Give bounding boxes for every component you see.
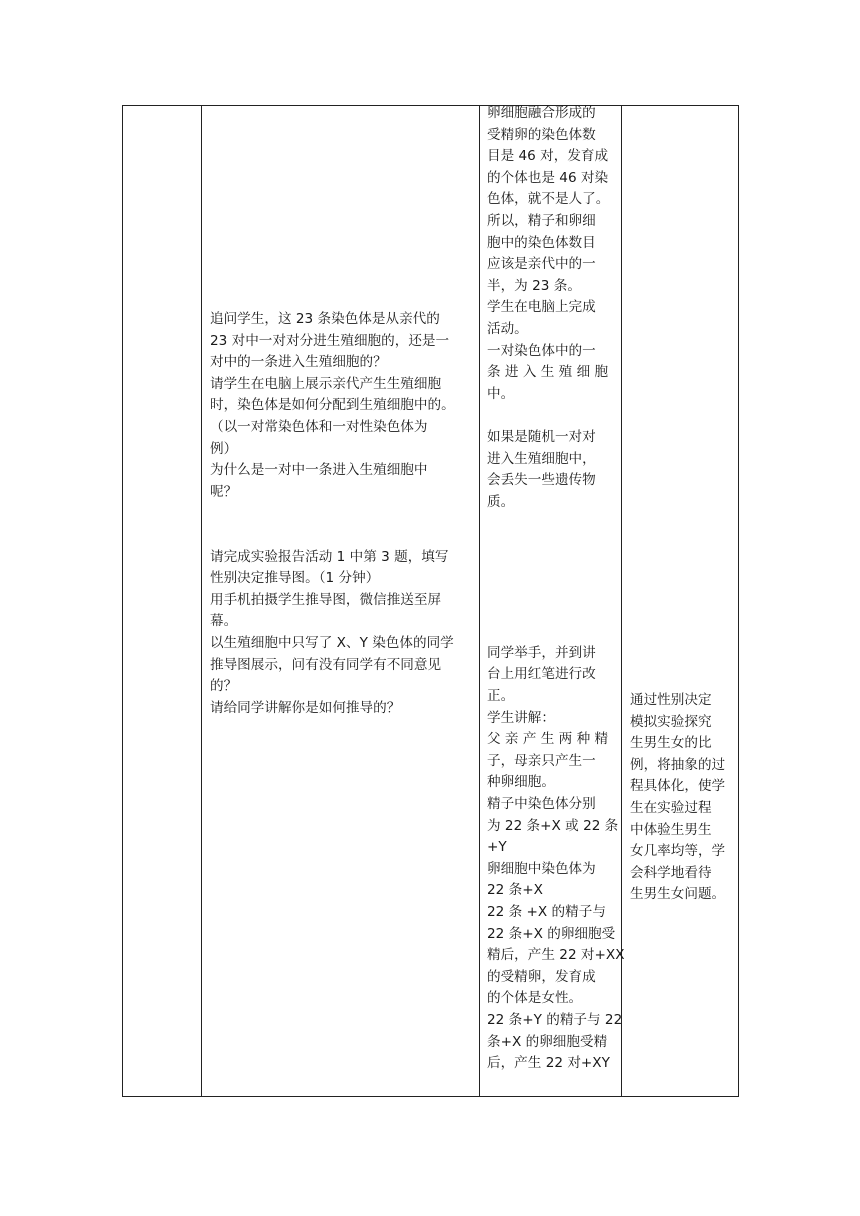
text-line: 请给同学讲解你是如何推导的？ — [210, 699, 401, 716]
text-line: 中体验生男生 — [630, 821, 712, 838]
text-line: 胞中的染色体数目 — [487, 234, 596, 251]
text-line: 对中的一条进入生殖细胞的？ — [210, 354, 387, 371]
text-line: 条 进 入 生 殖 细 胞 — [487, 364, 609, 381]
text-line: 的？ — [210, 678, 238, 695]
text-line: 子，母亲只产生一 — [487, 752, 596, 769]
text-line — [487, 600, 625, 622]
design-intent-cell — [630, 690, 725, 906]
text-line — [487, 621, 625, 643]
text-line: 呢？ — [210, 483, 238, 500]
text-line: 通过性别决定 — [630, 692, 712, 708]
text-line: 例，将抽象的过 — [630, 756, 726, 773]
text-line: （以一对常染色体和一对性染色体为 — [210, 418, 428, 435]
text-line: 中。 — [487, 385, 515, 402]
text-line: 的个体是女性。 — [487, 990, 583, 1007]
text-line: 条+X 的卵细胞受精 — [487, 1033, 608, 1050]
text-line: 台上用红笔进行改 — [487, 666, 596, 683]
text-line: 请学生在电脑上展示亲代产生生殖细胞 — [210, 375, 442, 392]
text-line — [487, 556, 625, 578]
text-line: 模拟实验探究 — [630, 713, 712, 730]
text-line: 为什么是一对中一条进入生殖细胞中 — [210, 462, 428, 479]
text-line: 生男生女问题。 — [630, 886, 726, 903]
lesson-plan-table — [122, 105, 739, 1097]
text-line: 程具体化，使学 — [630, 778, 726, 795]
text-line: 请完成实验报告活动 1 中第 3 题，填写 — [210, 548, 449, 565]
text-line: 22 条+Y 的精子与 22 — [487, 1011, 623, 1028]
text-line: 种卵细胞。 — [487, 774, 555, 791]
text-line: 用手机拍摄学生推导图，微信推送至屏 — [210, 591, 442, 608]
text-line: 卵细胞融合形成的 — [487, 105, 596, 121]
text-line: 正。 — [487, 688, 515, 705]
text-line: 例） — [210, 440, 238, 457]
text-line: 性别决定推导图。（1 分钟） — [210, 570, 380, 587]
text-line: 后，产生 22 对+XY — [487, 1055, 610, 1072]
text-line: 为 22 条+X 或 22 条 — [487, 817, 619, 834]
text-line: 父 亲 产 生 两 种 精 — [487, 731, 609, 748]
text-line: 女几率均等，学 — [630, 843, 726, 860]
text-line: 的个体也是 46 对染 — [487, 169, 609, 186]
text-line: 23 对中一对对分进生殖细胞的，还是一 — [210, 332, 450, 349]
text-line: 卵细胞中染色体为 — [487, 860, 596, 877]
column-divider — [201, 106, 202, 1096]
text-line: 受精卵的染色体数 — [487, 126, 596, 143]
text-line: 时，染色体是如何分配到生殖细胞中的。 — [210, 397, 455, 414]
text-line: 如果是随机一对对 — [487, 428, 596, 445]
text-line: 学生讲解： — [487, 709, 555, 726]
text-line — [210, 503, 455, 525]
text-line: 生在实验过程 — [630, 799, 712, 816]
text-line: 半，为 23 条。 — [487, 277, 581, 294]
text-line: 22 条 +X 的精子与 — [487, 903, 606, 920]
text-line: 以生殖细胞中只写了 X、Y 染色体的同学 — [210, 634, 454, 651]
text-line — [210, 525, 455, 547]
text-line: 目是 46 对，发育成 — [487, 148, 609, 165]
text-line: 生男生女的比 — [630, 735, 712, 752]
text-line: 22 条+X — [487, 882, 543, 899]
text-line: 会丢失一些遗传物 — [487, 472, 596, 489]
text-line: 质。 — [487, 493, 515, 510]
text-line: 所以，精子和卵细 — [487, 212, 596, 229]
text-line: 22 条+X 的卵细胞受 — [487, 925, 616, 942]
text-line: 一对染色体中的一 — [487, 342, 596, 359]
text-line: 进入生殖细胞中， — [487, 450, 596, 467]
text-line: +Y — [487, 839, 507, 856]
text-line: 精后，产生 22 对+XX — [487, 947, 625, 964]
text-line: 会科学地看待 — [630, 864, 712, 881]
teacher-activity-cell — [210, 309, 455, 719]
text-line — [487, 405, 625, 427]
text-line: 精子中染色体分别 — [487, 796, 596, 812]
text-line — [487, 535, 625, 557]
student-activity-cell — [487, 103, 625, 1075]
column-divider — [479, 106, 480, 1096]
text-line — [487, 513, 625, 535]
text-line: 推导图展示，问有没有同学有不同意见 — [210, 656, 442, 673]
text-line: 色体，就不是人了。 — [487, 191, 610, 208]
text-line: 应该是亲代中的一 — [487, 256, 596, 273]
text-line — [487, 578, 625, 600]
text-line: 追问学生，这 23 条染色体是从亲代的 — [210, 311, 440, 327]
text-line: 活动。 — [487, 320, 528, 337]
text-line: 幕。 — [210, 613, 238, 630]
text-line: 同学举手，并到讲 — [487, 644, 596, 661]
text-line: 的受精卵，发育成 — [487, 968, 596, 985]
text-line: 学生在电脑上完成 — [487, 299, 596, 316]
